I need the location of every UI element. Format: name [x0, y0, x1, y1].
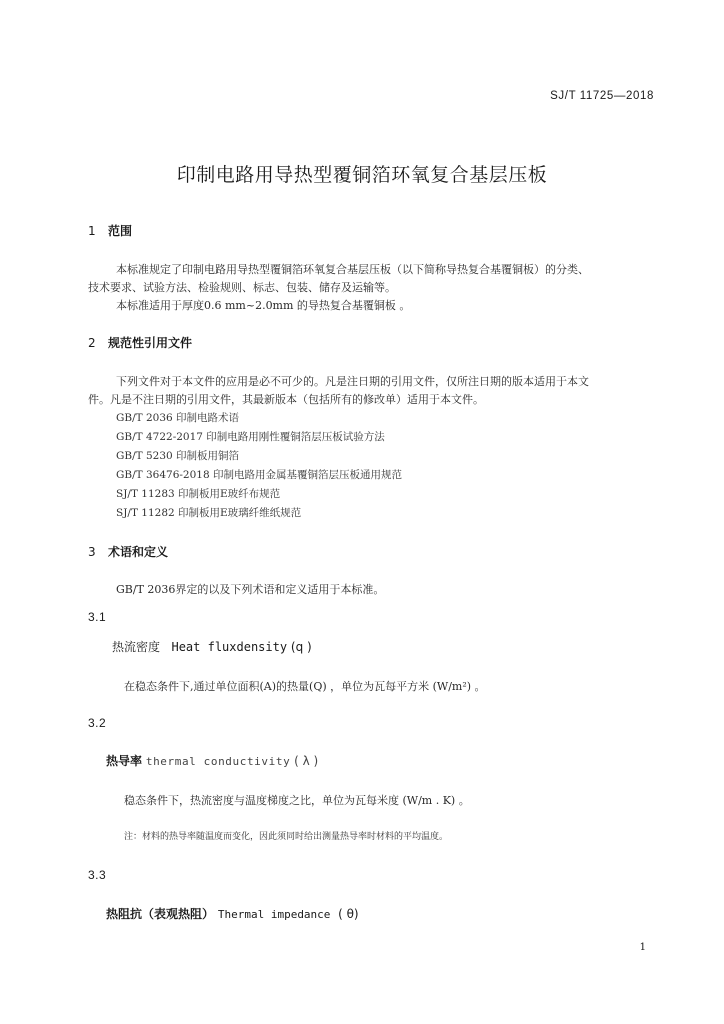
clause-3-2-number: 3.2	[88, 716, 107, 730]
section-3-number: 3	[88, 545, 96, 559]
section-1-para2: 本标准适用于厚度0.6 mm~2.0mm 的导热复合基覆铜板 。	[116, 299, 411, 312]
clause-3-1-symbol: (q )	[290, 640, 312, 654]
section-2-para-line1: 下列文件对于本文件的应用是必不可少的。凡是注日期的引用文件，仅所注日期的版本适用于本文	[116, 375, 589, 388]
clause-3-1-number: 3.1	[88, 610, 107, 624]
clause-3-2-term-cn: 热导率	[106, 754, 143, 768]
section-1-heading	[88, 222, 132, 239]
clause-3-2-term-en: thermal conductivity	[145, 755, 291, 768]
section-1-para1-line1: 本标准规定了印制电路用导热型覆铜箔环氧复合基层压板（以下简称导热复合基覆铜板）的分类、	[116, 263, 589, 276]
section-2-title: 规范性引用文件	[108, 336, 193, 350]
clause-3-2-definition: 稳态条件下，热流密度与温度梯度之比，单位为瓦每米度 (W/m . K) 。	[124, 794, 470, 807]
section-2-heading	[88, 334, 192, 351]
clause-3-1-term-cn: 热流密度	[112, 640, 161, 654]
section-1-number: 1	[88, 224, 96, 238]
reference-item: GB/T 5230 印制板用铜箔	[116, 450, 240, 462]
standard-code: SJ/T 11725—2018	[550, 90, 654, 102]
clause-3-3-symbol: ( θ)	[338, 907, 359, 921]
section-2-number: 2	[88, 336, 96, 350]
clause-3-1-term-en: Heat fluxdensity	[171, 640, 288, 654]
reference-item: SJ/T 11282 印制板用E玻璃纤维纸规范	[116, 507, 302, 519]
reference-item: GB/T 2036 印制电路术语	[116, 412, 240, 424]
reference-item: GB/T 4722-2017 印制电路用刚性覆铜箔层压板试验方法	[116, 431, 385, 443]
reference-item: GB/T 36476-2018 印制电路用金属基覆铜箔层压板通用规范	[116, 469, 402, 481]
section-3-heading	[88, 543, 168, 560]
section-2-para-line2: 件。凡是不注日期的引用文件，其最新版本（包括所有的修改单）适用于本文件。	[88, 393, 484, 406]
clause-3-3-number: 3.3	[88, 868, 107, 882]
page-number: 1	[639, 942, 646, 953]
clause-3-3-term	[106, 905, 359, 922]
section-3-para: GB/T 2036界定的以及下列术语和定义适用于本标准。	[116, 583, 385, 596]
clause-3-1-definition: 在稳态条件下,通过单位面积(A)的热量(Q) ，单位为瓦每平方米 (W/m²) 。	[124, 680, 486, 693]
section-3-title: 术语和定义	[108, 545, 169, 559]
clause-3-3-term-en: Thermal impedance	[217, 908, 331, 921]
clause-3-2-term	[106, 752, 318, 769]
reference-item: SJ/T 11283 印制板用E玻纤布规范	[116, 488, 281, 500]
clause-3-3-term-cn: 热阻抗（表观热阻）	[106, 907, 215, 921]
document-title: 印制电路用导热型覆铜箔环氧复合基层压板	[176, 164, 548, 186]
clause-3-2-note: 注：材料的热导率随温度而变化，因此须同时给出测量热导率时材料的平均温度。	[124, 832, 449, 842]
clause-3-2-symbol: ( λ )	[294, 754, 319, 768]
section-1-para1-line2: 技术要求、试验方法、检验规则、标志、包装、储存及运输等。	[88, 281, 396, 294]
section-1-title: 范围	[108, 224, 133, 238]
clause-3-1-term	[112, 638, 312, 655]
